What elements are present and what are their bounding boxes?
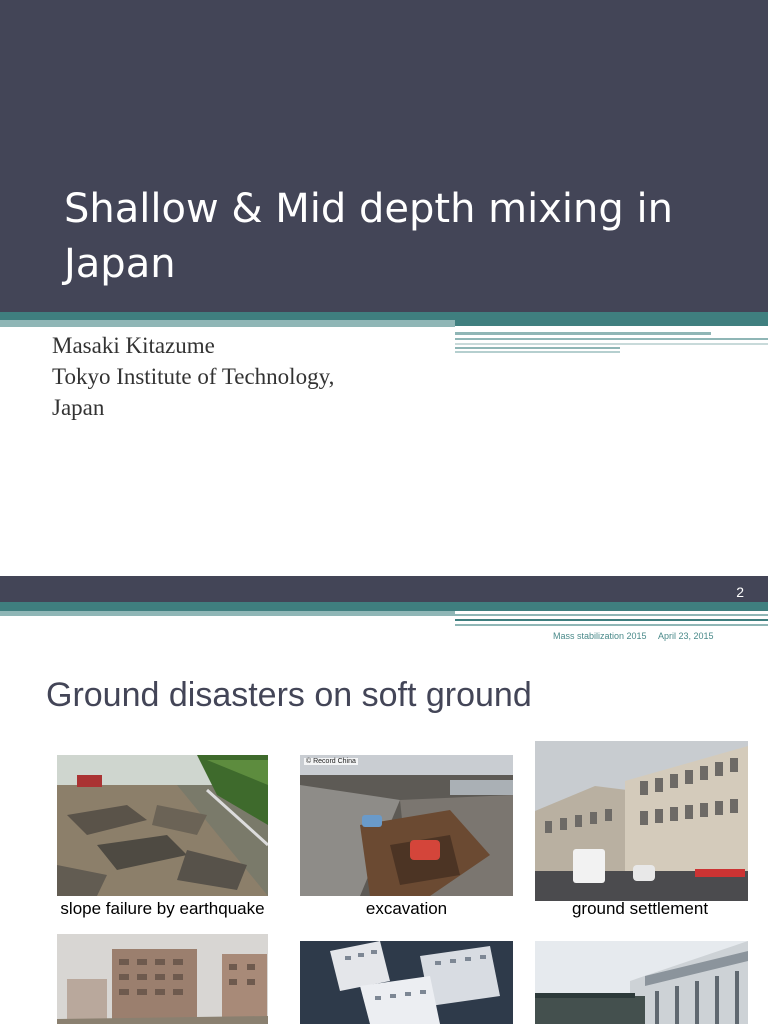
cracked-road-photo <box>57 755 268 896</box>
affiliation-line-2: Japan <box>52 395 105 420</box>
tilted-buildings-aerial-photo <box>300 941 513 1024</box>
accent-stripe-5 <box>455 351 620 353</box>
header-accent-light <box>0 611 455 616</box>
accent-stripe-3 <box>455 343 768 345</box>
accent-bar-dark-right <box>455 320 768 326</box>
accent-stripe-1 <box>455 332 711 335</box>
affiliation-line-1: Tokyo Institute of Technology, <box>52 364 335 389</box>
caption-excavation: excavation <box>365 899 448 918</box>
caption-ground-settlement: ground settlement <box>571 899 709 918</box>
title-line-2: Japan <box>64 241 176 287</box>
author-name: Masaki Kitazume <box>52 333 215 358</box>
header-stripe-3 <box>455 624 768 626</box>
slide-title <box>64 182 744 292</box>
header-stripe-2 <box>455 619 768 621</box>
subtitle-block <box>52 330 334 423</box>
content-slide <box>0 574 768 1024</box>
slide-heading: Ground disasters on soft ground <box>46 676 532 714</box>
header-stripe-1 <box>455 614 768 616</box>
accent-stripe-2 <box>455 338 768 340</box>
photo-watermark: © Record China <box>306 758 356 765</box>
footer-date: April 23, 2015 <box>658 631 714 641</box>
accent-bar-light <box>0 320 455 327</box>
damaged-pier-photo <box>535 941 748 1024</box>
accent-stripe-4 <box>455 347 620 349</box>
collapsed-street-photo <box>300 755 513 896</box>
title-line-1: Shallow & Mid depth mixing in <box>64 186 673 232</box>
toppled-apartment-photo <box>57 934 268 1024</box>
header-accent-dark <box>0 602 768 611</box>
tilted-buildings-street-photo <box>535 741 748 901</box>
accent-bar-dark <box>0 312 768 320</box>
slide-number: 2 <box>736 584 744 600</box>
header-band <box>0 576 768 602</box>
footer-event: Mass stabilization 2015 <box>553 631 647 641</box>
caption-slope-failure: slope failure by earthquake <box>60 899 265 918</box>
